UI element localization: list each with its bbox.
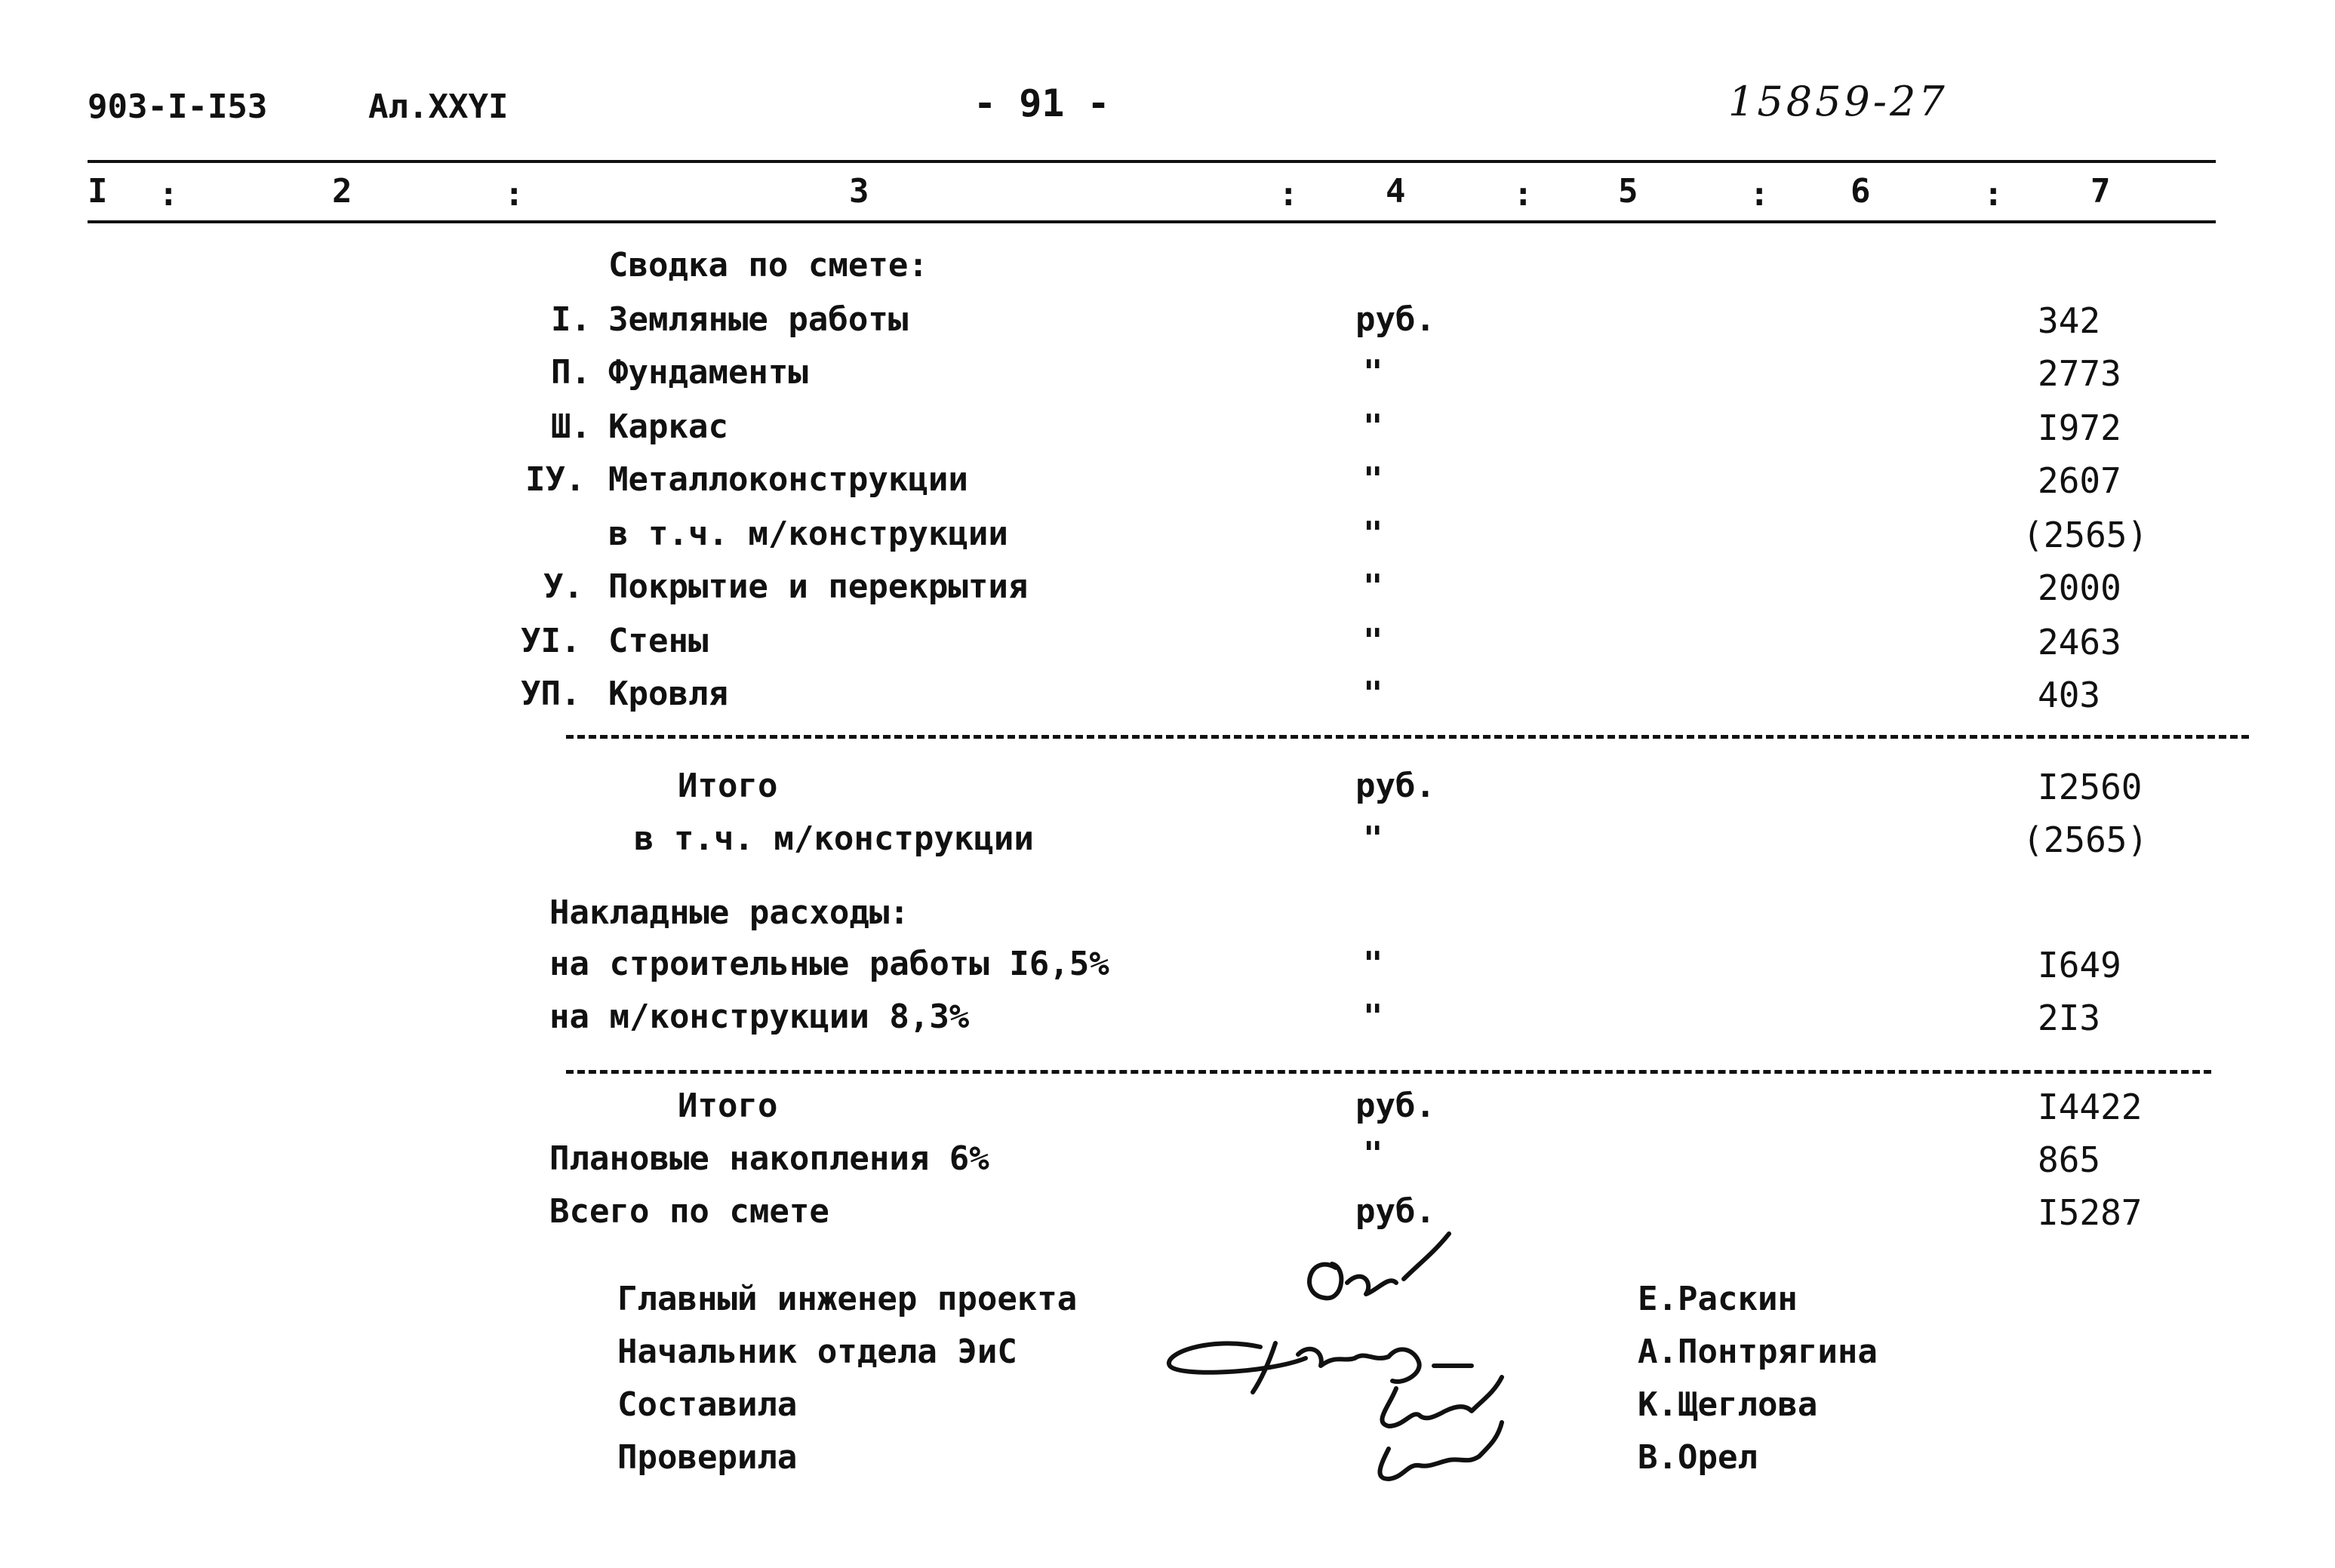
item-label: Покрытие и перекрытия: [608, 567, 1029, 606]
item-value: 2000: [2038, 567, 2121, 608]
signature-role: Главный инженер проекта: [617, 1280, 1078, 1318]
subtotal-sub-label: в т.ч. м/конструкции: [634, 819, 1034, 858]
header-rule-top: [88, 160, 2216, 163]
signature-name: Е.Раскин: [1638, 1280, 1798, 1318]
item-label: Металлоконструкции: [608, 460, 968, 499]
column-number-3: 3: [849, 172, 869, 211]
item-value: (2565): [2023, 515, 2149, 555]
item-unit: ": [1363, 515, 1383, 553]
item-label: Стены: [608, 622, 709, 660]
overhead-item-value: I649: [2038, 945, 2121, 985]
subtotal-value: I2560: [2038, 767, 2143, 807]
header-rule-bottom: [88, 220, 2216, 223]
document-code: 903-I-I53: [88, 88, 268, 126]
item-label: Кровля: [608, 675, 728, 713]
grand-total-value: I5287: [2038, 1192, 2143, 1233]
item-unit: ": [1363, 567, 1383, 606]
item-value: 2463: [2038, 622, 2121, 663]
summary-title: Сводка по смете:: [608, 246, 928, 284]
column-number-5: 5: [1618, 172, 1638, 211]
item-label: Каркас: [608, 407, 728, 446]
item-unit: ": [1363, 353, 1383, 392]
item-value: 403: [2038, 675, 2101, 715]
planned-value: 865: [2038, 1139, 2101, 1180]
dashed-separator: [566, 735, 2249, 739]
item-unit: ": [1363, 675, 1383, 713]
item-label: Земляные работы: [608, 300, 909, 339]
grand-total-label: Всего по смете: [549, 1192, 829, 1231]
page-number: - 91 -: [974, 81, 1110, 125]
column-number-2: 2: [332, 172, 352, 211]
item-number: I.: [551, 300, 591, 339]
signature-name: В.Орел: [1638, 1438, 1758, 1477]
item-value: 2773: [2038, 353, 2121, 394]
handwritten-signatures: [1147, 1222, 1570, 1494]
item-number: IУ.: [525, 460, 586, 499]
column-number-7: 7: [2090, 172, 2111, 211]
item-unit: ": [1363, 622, 1383, 660]
column-separator: :: [158, 175, 179, 214]
subtotal2-label: Итого: [678, 1087, 778, 1125]
column-separator: :: [1983, 175, 2004, 214]
overhead-item-label: на м/конструкции 8,3%: [549, 998, 970, 1036]
signature-name: А.Понтрягина: [1638, 1333, 1878, 1371]
column-separator: :: [1513, 175, 1534, 214]
column-number-1: I: [88, 172, 108, 211]
signature-name: К.Щеглова: [1638, 1385, 1818, 1424]
item-label: Фундаменты: [608, 353, 808, 392]
item-unit: ": [1363, 407, 1383, 446]
signature-role: Проверила: [617, 1438, 798, 1477]
column-separator: :: [504, 175, 525, 214]
subtotal-sub-unit: ": [1363, 819, 1383, 858]
item-number: П.: [551, 353, 591, 392]
item-value: I972: [2038, 407, 2121, 448]
column-separator: :: [1749, 175, 1770, 214]
overhead-item-value: 2I3: [2038, 998, 2101, 1038]
grand-total-unit: руб.: [1355, 1192, 1435, 1231]
item-label: в т.ч. м/конструкции: [608, 515, 1008, 553]
item-number: У.: [543, 567, 583, 606]
planned-unit: ": [1363, 1135, 1383, 1173]
item-number: Ш.: [551, 407, 591, 446]
subtotal-sub-value: (2565): [2023, 819, 2149, 860]
subtotal2-unit: руб.: [1355, 1087, 1435, 1125]
album-number: Ал.XXYI: [368, 88, 509, 126]
overhead-item-unit: ": [1363, 998, 1383, 1036]
subtotal-label: Итого: [678, 767, 778, 805]
item-value: 342: [2038, 300, 2101, 341]
item-number: УI.: [521, 622, 581, 660]
subtotal-unit: руб.: [1355, 767, 1435, 805]
item-value: 2607: [2038, 460, 2121, 501]
overhead-item-unit: ": [1363, 945, 1383, 983]
reference-number: 15859-27: [1728, 78, 1948, 125]
overhead-title: Накладные расходы:: [549, 893, 909, 932]
subtotal2-value: I4422: [2038, 1087, 2143, 1127]
dashed-separator: [566, 1070, 2211, 1074]
planned-label: Плановые накопления 6%: [549, 1139, 989, 1178]
overhead-item-label: на строительные работы I6,5%: [549, 945, 1109, 983]
column-number-4: 4: [1386, 172, 1406, 211]
signature-role: Начальник отдела ЭиС: [617, 1333, 1017, 1371]
column-separator: :: [1278, 175, 1299, 214]
item-unit: ": [1363, 460, 1383, 499]
item-unit: руб.: [1355, 300, 1435, 339]
item-number: УП.: [521, 675, 581, 713]
column-number-6: 6: [1850, 172, 1871, 211]
signature-role: Составила: [617, 1385, 798, 1424]
